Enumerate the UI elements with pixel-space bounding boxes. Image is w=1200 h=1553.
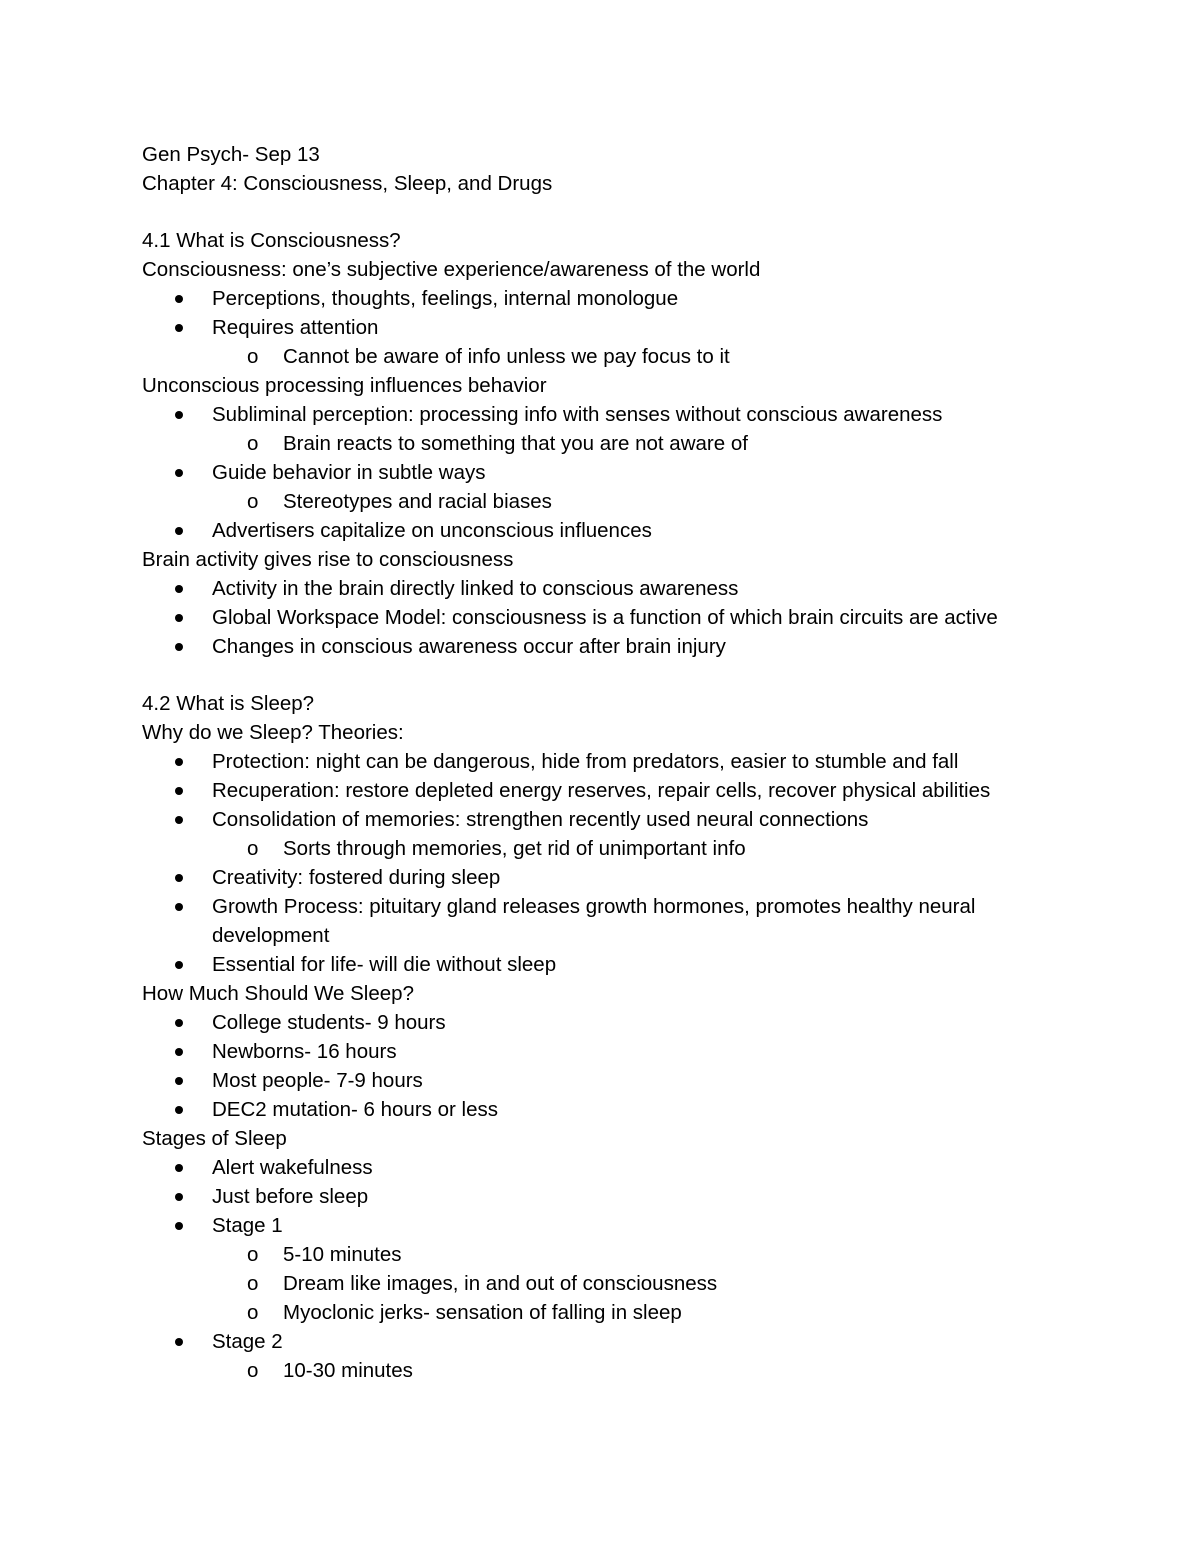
topic-label: Consciousness: one’s subjective experience/awareness of the world (142, 258, 761, 281)
bullet-dot-icon (175, 527, 183, 535)
bullet-dot-icon (175, 903, 183, 911)
hollow-circle-icon: o (247, 1272, 259, 1295)
topic-label: Why do we Sleep? Theories: (142, 721, 404, 744)
bullet-text: Advertisers capitalize on unconscious influences (212, 519, 652, 542)
bullet-text: Newborns- 16 hours (212, 1040, 397, 1063)
sub-bullet-text: Brain reacts to something that you are not aware of (283, 432, 748, 455)
sub-bullet-text: Dream like images, in and out of consciousness (283, 1272, 718, 1295)
bullet-text: Perceptions, thoughts, feelings, internal monologue (212, 287, 679, 310)
bullet-dot-icon (175, 1077, 183, 1085)
bullet-dot-icon (175, 874, 183, 882)
bullet-dot-icon (175, 1019, 183, 1027)
bullet-item (142, 1037, 1082, 1066)
bullet-item (142, 400, 1082, 429)
bullet-text: Changes in conscious awareness occur after brain injury (212, 635, 726, 658)
bullet-dot-icon (175, 643, 183, 651)
sub-bullet-text: Stereotypes and racial biases (283, 490, 552, 513)
sub-bullet-text: 5-10 minutes (283, 1243, 402, 1266)
bullet-text: Guide behavior in subtle ways (212, 461, 486, 484)
topic-label: Brain activity gives rise to consciousness (142, 548, 514, 571)
bullet-item (142, 1211, 1082, 1240)
sub-bullet-item (142, 1240, 1082, 1269)
document-title: Gen Psych- Sep 13 (142, 143, 320, 166)
bullet-item (142, 516, 1082, 545)
hollow-circle-icon: o (247, 490, 259, 513)
bullet-text: Most people- 7-9 hours (212, 1069, 423, 1092)
sub-bullet-text: 10-30 minutes (283, 1359, 413, 1382)
bullet-item (142, 1095, 1082, 1124)
bullet-item (142, 632, 1082, 661)
hollow-circle-icon: o (247, 1359, 259, 1382)
bullet-text: Recuperation: restore depleted energy reserves, repair cells, recover physical abilities (212, 779, 991, 802)
bullet-text: Consolidation of memories: strengthen recently used neural connections (212, 808, 869, 831)
topic-label: Unconscious processing influences behavior (142, 374, 547, 397)
bullet-text: Growth Process: pituitary gland releases growth hormones, promotes healthy neural development (212, 895, 976, 947)
bullet-dot-icon (175, 614, 183, 622)
bullet-text: Alert wakefulness (212, 1156, 373, 1179)
bullet-text: Protection: night can be dangerous, hide from predators, easier to stumble and fall (212, 750, 959, 773)
bullet-item (142, 574, 1082, 603)
hollow-circle-icon: o (247, 1243, 259, 1266)
bullet-text: Requires attention (212, 316, 379, 339)
bullet-item (142, 603, 1082, 632)
hollow-circle-icon: o (247, 1301, 259, 1324)
bullet-item (142, 1066, 1082, 1095)
bullet-text: Stage 1 (212, 1214, 283, 1237)
bullet-dot-icon (175, 816, 183, 824)
sub-bullet-text: Sorts through memories, get rid of unimportant info (283, 837, 746, 860)
bullet-dot-icon (175, 1106, 183, 1114)
bullet-dot-icon (175, 585, 183, 593)
bullet-dot-icon (175, 961, 183, 969)
bullet-item (142, 284, 1082, 313)
bullet-text: College students- 9 hours (212, 1011, 446, 1034)
topic-label: How Much Should We Sleep? (142, 982, 414, 1005)
sub-bullet-item (142, 834, 1082, 863)
bullet-dot-icon (175, 758, 183, 766)
sub-bullet-text: Myoclonic jerks- sensation of falling in sleep (283, 1301, 682, 1324)
bullet-dot-icon (175, 1338, 183, 1346)
bullet-item (142, 863, 1082, 892)
bullet-item (142, 776, 1082, 805)
bullet-dot-icon (175, 1164, 183, 1172)
bullet-dot-icon (175, 1222, 183, 1230)
bullet-text: Just before sleep (212, 1185, 369, 1208)
blank-line (142, 198, 1082, 226)
bullet-item (142, 950, 1082, 979)
sub-bullet-item (142, 342, 1082, 371)
bullet-text: Stage 2 (212, 1330, 283, 1353)
hollow-circle-icon: o (247, 837, 259, 860)
bullet-text: Global Workspace Model: consciousness is a function of which brain circuits are active (212, 606, 998, 629)
bullet-text: Essential for life- will die without sleep (212, 953, 557, 976)
bullet-item (142, 1182, 1082, 1211)
bullet-item (142, 1153, 1082, 1182)
bullet-item (142, 805, 1082, 834)
sub-bullet-item (142, 1269, 1082, 1298)
chapter-title: Chapter 4: Consciousness, Sleep, and Drugs (142, 172, 553, 195)
bullet-item (142, 313, 1082, 342)
bullet-text: Subliminal perception: processing info with senses without conscious awareness (212, 403, 943, 426)
bullet-dot-icon (175, 469, 183, 477)
sub-bullet-item (142, 1298, 1082, 1327)
bullet-item (142, 1008, 1082, 1037)
hollow-circle-icon: o (247, 345, 259, 368)
sub-bullet-text: Cannot be aware of info unless we pay focus to it (283, 345, 730, 368)
section-heading: 4.1 What is Consciousness? (142, 229, 401, 252)
bullet-text: Activity in the brain directly linked to conscious awareness (212, 577, 739, 600)
sub-bullet-item (142, 429, 1082, 458)
bullet-dot-icon (175, 411, 183, 419)
bullet-dot-icon (175, 787, 183, 795)
sub-bullet-item (142, 1356, 1082, 1385)
bullet-item (142, 458, 1082, 487)
hollow-circle-icon: o (247, 432, 259, 455)
bullet-item (142, 892, 1082, 950)
section-heading: 4.2 What is Sleep? (142, 692, 315, 715)
bullet-text: DEC2 mutation- 6 hours or less (212, 1098, 498, 1121)
bullet-dot-icon (175, 295, 183, 303)
bullet-dot-icon (175, 1193, 183, 1201)
bullet-dot-icon (175, 1048, 183, 1056)
bullet-dot-icon (175, 324, 183, 332)
sections (142, 198, 1082, 1385)
bullet-item (142, 1327, 1082, 1356)
sub-bullet-item (142, 487, 1082, 516)
topic-label: Stages of Sleep (142, 1127, 287, 1150)
blank-line (142, 661, 1082, 689)
bullet-item (142, 747, 1082, 776)
bullet-text: Creativity: fostered during sleep (212, 866, 501, 889)
notes-body (142, 140, 1082, 1385)
